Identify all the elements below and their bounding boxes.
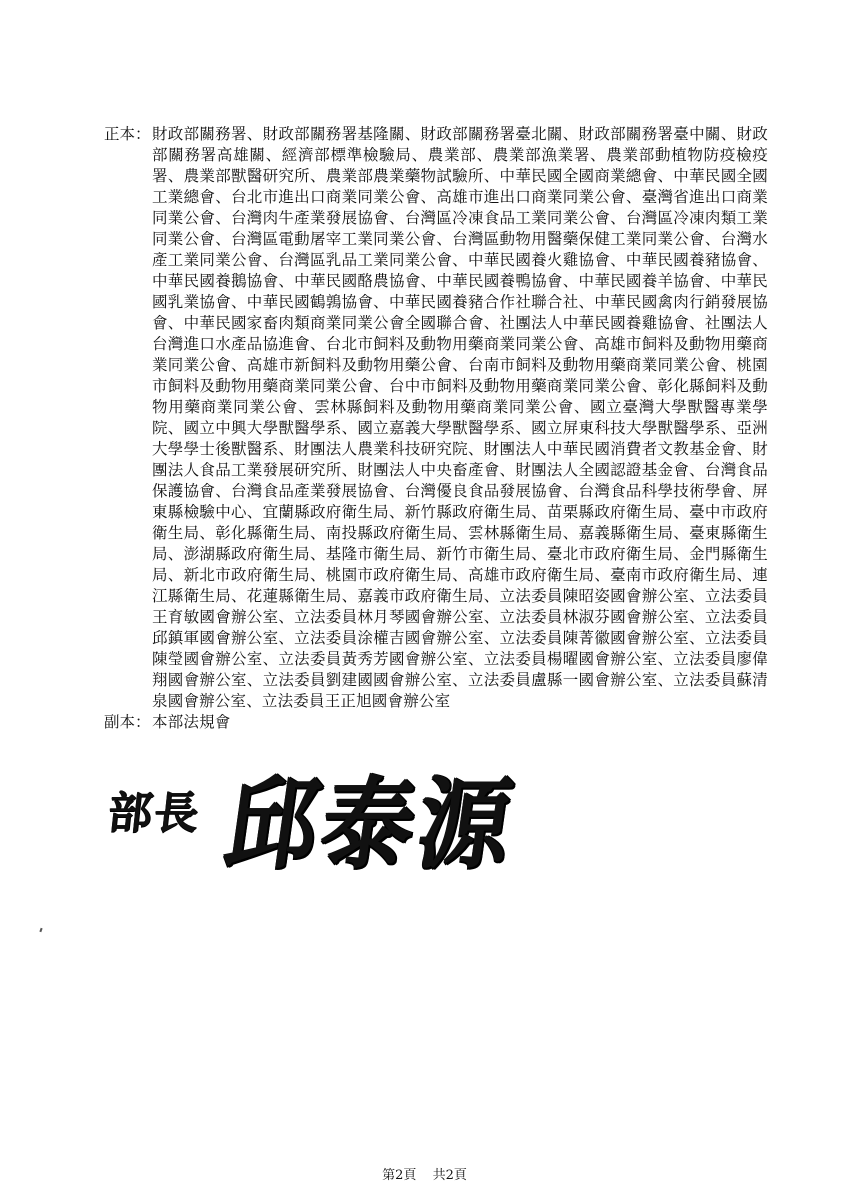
copy-recipients-text: 本部法規會	[152, 713, 231, 731]
signature-name: 邱泰源	[217, 765, 523, 883]
page-number: 第2頁	[382, 1168, 417, 1183]
primary-recipients-label: 正本：	[104, 125, 151, 143]
page-total: 共2頁	[432, 1168, 467, 1183]
signature-title: 部長	[105, 788, 203, 839]
page-footer	[0, 1164, 849, 1183]
copy-recipients	[104, 712, 768, 733]
copy-recipients-label: 副本：	[104, 713, 151, 731]
scan-speck	[39, 928, 42, 932]
distribution-list	[104, 124, 768, 733]
primary-recipients-text: 財政部關務署、財政部關務署基隆關、財政部關務署臺北關、財政部關務署臺中關、財政部關務署高雄關、經濟部標準檢驗局、農業部、農業部漁業署、農業部動植物防疫檢疫署、農業部獸醫研究所、農業部農業藥物試驗所、中華民國全國商業總會、中華民國全國工業總會、台北市進出口商業同業公會、高雄市進出口商業同業公會、臺灣省進出口商業同業公會、台灣肉牛產業發展協會、台灣區冷凍食品工業同業公會、台灣區冷凍肉類工業同業公會、台灣區電動屠宰工業同業公會、台灣區動物用醫藥保健工業同業公會、台灣水產工業同業公會、台灣區乳品工業同業公會、中華民國養火雞協會、中華民國養豬協會、中華民國養鵝協會、中華民國酪農協會、中華民國養鴨協會、中華民國養羊協會、中華民國乳業協會、中華民國鶴鶉協會、中華民國養豬合作社聯合社、中華民國禽肉行銷發展協會、中華民國家畜肉類商業同業公會全國聯合會、社團法人中華民國養雞協會、社團法人台灣進口水產品協進會、台北市飼料及動物用藥商業同業公會、高雄市飼料及動物用藥商業同業公會、高雄市新飼料及動物用藥公會、台南市飼料及動物用藥商業同業公會、桃園市飼料及動物用藥商業同業公會、台中市飼料及動物用藥商業同業公會、彰化縣飼料及動物用藥商業同業公會、雲林縣飼料及動物用藥商業同業公會、國立臺灣大學獸醫專業學院、國立中興大學獸醫學系、國立嘉義大學獸醫學系、國立屏東科技大學獸醫學系、亞洲大學學士後獸醫系、財團法人農業科技研究院、財團法人中華民國消費者文教基金會、財團法人食品工業發展研究所、財團法人中央畜產會、財團法人全國認證基金會、台灣食品保護協會、台灣食品產業發展協會、台灣優良食品發展協會、台灣食品科學技術學會、屏東縣檢驗中心、宜蘭縣政府衛生局、新竹縣政府衛生局、苗栗縣政府衛生局、臺中市政府衛生局、彰化縣衛生局、南投縣政府衛生局、雲林縣衛生局、嘉義縣衛生局、臺東縣衛生局、澎湖縣政府衛生局、基隆市衛生局、新竹市衛生局、臺北市政府衛生局、金門縣衛生局、新北市政府衛生局、桃園市政府衛生局、高雄市政府衛生局、臺南市政府衛生局、連江縣衛生局、花蓮縣衛生局、嘉義市政府衛生局、立法委員陳昭姿國會辦公室、立法委員王育敏國會辦公室、立法委員林月琴國會辦公室、立法委員林淑芬國會辦公室、立法委員邱鎮軍國會辦公室、立法委員涂權吉國會辦公室、立法委員陳菁徽國會辦公室、立法委員陳瑩國會辦公室、立法委員黃秀芳國會辦公室、立法委員楊曜國會辦公室、立法委員廖偉翔國會辦公室、立法委員劉建國國會辦公室、立法委員盧縣一國會辦公室、立法委員蘇清泉國會辦公室、立法委員王正旭國會辦公室	[152, 125, 768, 710]
primary-recipients	[104, 124, 768, 712]
minister-signature	[105, 765, 523, 883]
